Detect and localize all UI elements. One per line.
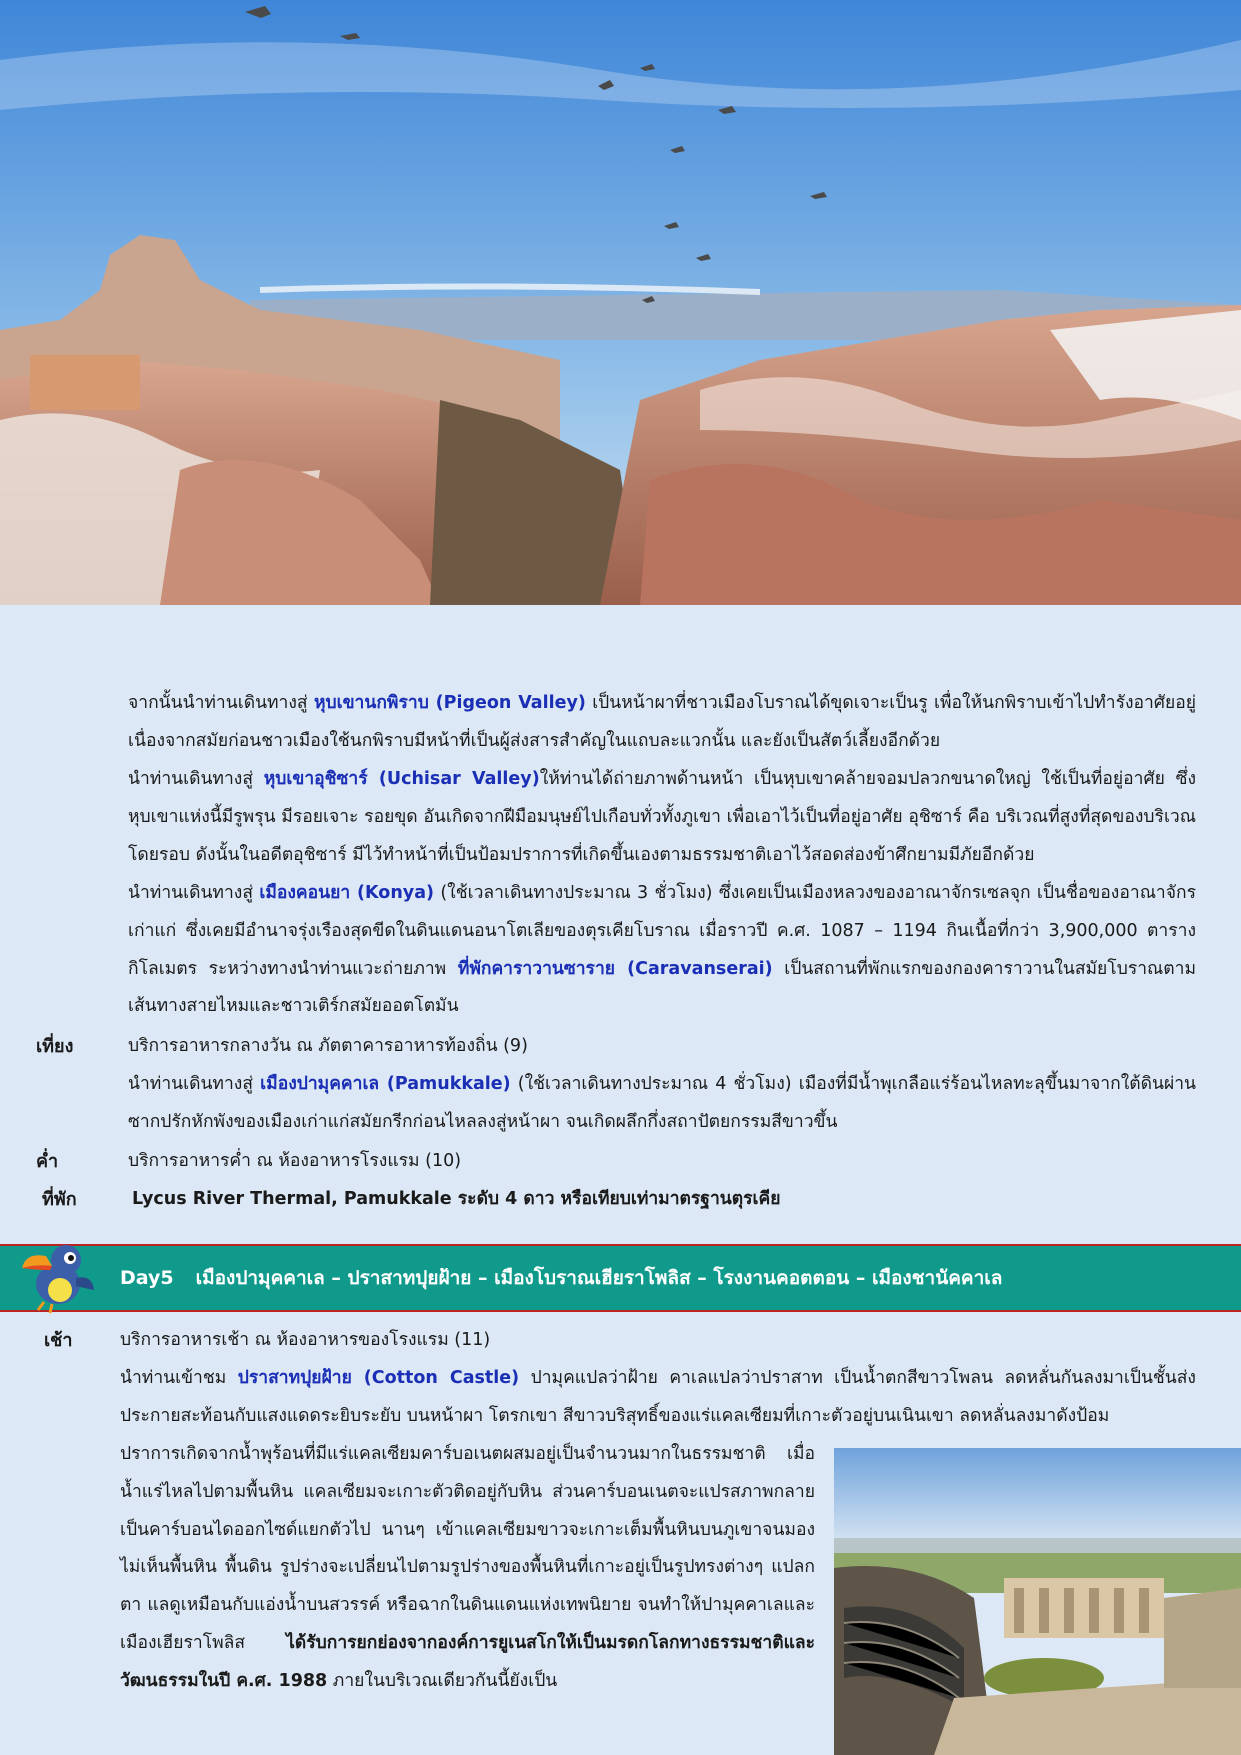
hotel-label: ที่พัก xyxy=(42,1189,77,1210)
lunch-label: เที่ยง xyxy=(36,1036,74,1057)
text-segment: (ใช้เวลาเดินทางประมาณ 4 ชั่วโมง) เมืองที่มีน้ำพุเกลือแร่ร้อนไหลทะลุขึ้นมาจากใต้ดินผ่านซากปรักหักพังของเมืองเก่าแก่สมัยกรีกก่อนไหลลงสู่หน้าผา จนเกิดผลึกกึ่งสถาปัตยกรรมสีขาวขึ้น xyxy=(128,1074,1197,1132)
text-segment: นำท่านเข้าชม xyxy=(120,1368,238,1388)
pigeon-valley-paragraph xyxy=(128,685,1196,761)
text-segment: นำท่านเดินทางสู่ xyxy=(128,1074,261,1094)
text-segment: ปามุคแปลว่าฝ้าย คาเลแปลว่าปราสาท เป็นน้ำตกสีขาวโพลน ลดหลั่นกันลงมาเป็นชั้นส่งประกายสะท้อนกับแสงแดดระยิบระยับ บนหน้าผา โตรกเขา สีขาวบริสุทธิ์ของแร่แคลเซียมที่เกาะตัวอยู่บนเนินเขา ลดหลั่นลงมาดังป้อม xyxy=(120,1368,1196,1426)
toucan-mascot-icon xyxy=(16,1234,98,1316)
uchisar-valley-paragraph xyxy=(128,761,1196,874)
text-segment: เป็นหน้าผาที่ชาวเมืองโบราณได้ขุดเจาะเป็นรู เพื่อให้นกพิราบเข้าไปทำรังอาศัยอยู่ เนื่องจากสมัยก่อนชาวเมืองใช้นกพิราบมีหน้าที่เป็นผู้ส่งสารสำคัญในแถบละแวกนั้น และยังเป็นสัตว์เลี้ยงอีกด้วย xyxy=(128,693,1196,751)
text-segment: เป็นสถานที่พักแรกของกองคาราวานในสมัยโบราณตามเส้นทางสายไหมและชาวเติร์กสมัยออตโตมัน xyxy=(128,958,1197,1017)
text-segment: ให้ท่านได้ถ่ายภาพด้านหน้า เป็นหุบเขาคล้ายจอมปลวกขนาดใหญ่ ใช้เป็นที่อยู่อาศัย ซึ่งหุบเขาแห่งนี้มีรูพรุน มีรอยเจาะ รอยขุด อันเกิดจากฝีมือมนุษย์ไปเกือบทั่วทั้งภูเขา เพื่อเอาไว้เป็นที่อยู่อาศัย อุชิซาร์ คือ บริเวณที่สูงที่สุดของบริเวณโดยรอบ ดังนั้นในอดีตอุชิซาร์ มีไว้ทำหน้าที่เป็นป้อมปราการที่เกิดขึ้นเองตามธรรมชาติเอาไว้สอดส่องข้าศึกยามมีภัยอีกด้วย xyxy=(128,769,1197,865)
breakfast-text: บริการอาหารเช้า ณ ห้องอาหารของโรงแรม (11) xyxy=(120,1330,491,1350)
day5-title xyxy=(120,1246,1002,1310)
text-segment: จากนั้นนำท่านเดินทางสู่ xyxy=(128,693,314,713)
dinner-text: บริการอาหารค่ำ ณ ห้องอาหารโรงแรม (10) xyxy=(128,1151,462,1171)
text-segment: นำท่านเดินทางสู่ xyxy=(128,769,264,789)
konya-paragraph xyxy=(128,875,1196,1026)
dinner-label: ค่ำ xyxy=(36,1151,59,1172)
uchisar-valley-highlight: หุบเขาอุชิซาร์ (Uchisar Valley) xyxy=(263,769,540,789)
day-route: เมืองปามุคคาเล – ปราสาทปุยฝ้าย – เมืองโบราณเฮียราโพลิส – โรงงานคอตตอน – เมืองชานัคคาเล xyxy=(195,1267,1003,1289)
caravanserai-highlight: ที่พักคาราวานซาราย (Caravanserai) xyxy=(457,958,773,979)
pamukkale-paragraph xyxy=(128,1066,1196,1142)
hotel-text: Lycus River Thermal, Pamukkale ระดับ 4 ดาว หรือเทียบเท่ามาตรฐานตุรเคีย xyxy=(132,1189,781,1209)
hero-photo xyxy=(0,0,1241,605)
pamukkale-highlight: เมืองปามุคคาเล (Pamukkale) xyxy=(260,1074,511,1094)
cotton-castle-paragraph xyxy=(120,1360,1196,1436)
konya-highlight: เมืองคอนยา (Konya) xyxy=(259,883,435,903)
day5-header-bar xyxy=(0,1244,1241,1312)
calcium-paragraph xyxy=(120,1436,815,1701)
cappadocia-valley-photo xyxy=(0,0,1241,605)
text-segment: (ใช้เวลาเดินทางประมาณ 3 ชั่วโมง) ซึ่งเคยเป็นเมืองหลวงของอาณาจักรเซลจุก เป็นชื่อของอาณาจักรเก่าแก่ ซึ่งเคยมีอำนาจรุ่งเรืองสุดขีดในดินแดนอนาโตเลียของตุรเคียโบราณ เมื่อราวปี ค.ศ. 1087 – 1194 กินเนื้อที่กว่า 3,900,000 ตารางกิโลเมตร ระหว่างทางนำท่านแวะถ่ายภาพ xyxy=(128,883,1197,979)
pigeon-valley-highlight: หุบเขานกพิราบ (Pigeon Valley) xyxy=(313,693,586,713)
unesco-highlight: ได้รับการยกย่องจากองค์การยูเนสโกให้เป็นมรดกโลกทางธรรมชาติและวัฒนธรรมในปี ค.ศ. 1988 xyxy=(120,1632,815,1691)
hierapolis-theatre-photo xyxy=(834,1448,1241,1755)
breakfast-label: เช้า xyxy=(44,1330,73,1351)
text-segment: ปราการเกิดจากน้ำพุร้อนที่มีแร่แคลเซียมคาร์บอเนตผสมอยู่เป็นจำนวนมากในธรรมชาติ เมื่อน้ำแร่ไหลไปตามพื้นหิน แคลเซียมจะเกาะตัวติดอยู่กับหิน ส่วนคาร์บอนเนตจะแปรสภาพกลายเป็นคาร์บอนไดออกไซด์แยกตัวไป นานๆ เข้าแคลเซียมขาวจะเกาะเต็มพื้นหินบนภูเขาจนมองไม่เห็นพื้นหิน พื้นดิน รูปร่างจะเปลี่ยนไปตามรูปร่างของพื้นหินที่เกาะอยู่เป็นรูปทรงต่างๆ แปลกตา แลดูเหมือนกับแอ่งน้ำบนสวรรค์ หรือฉากในดินแดนแห่งเทพนิยาย จนทำให้ปามุคคาเลและเมืองเฮียราโพลิส xyxy=(120,1444,815,1653)
day-number: Day5 xyxy=(120,1267,174,1289)
text-segment: ภายในบริเวณเดียวกันนี้ยังเป็น xyxy=(327,1670,558,1691)
text-segment: นำท่านเดินทางสู่ xyxy=(128,883,260,903)
lunch-text: บริการอาหารกลางวัน ณ ภัตตาคารอาหารท้องถิ่น (9) xyxy=(128,1036,528,1056)
cotton-castle-highlight: ปราสาทปุยฝ้าย (Cotton Castle) xyxy=(237,1368,520,1388)
